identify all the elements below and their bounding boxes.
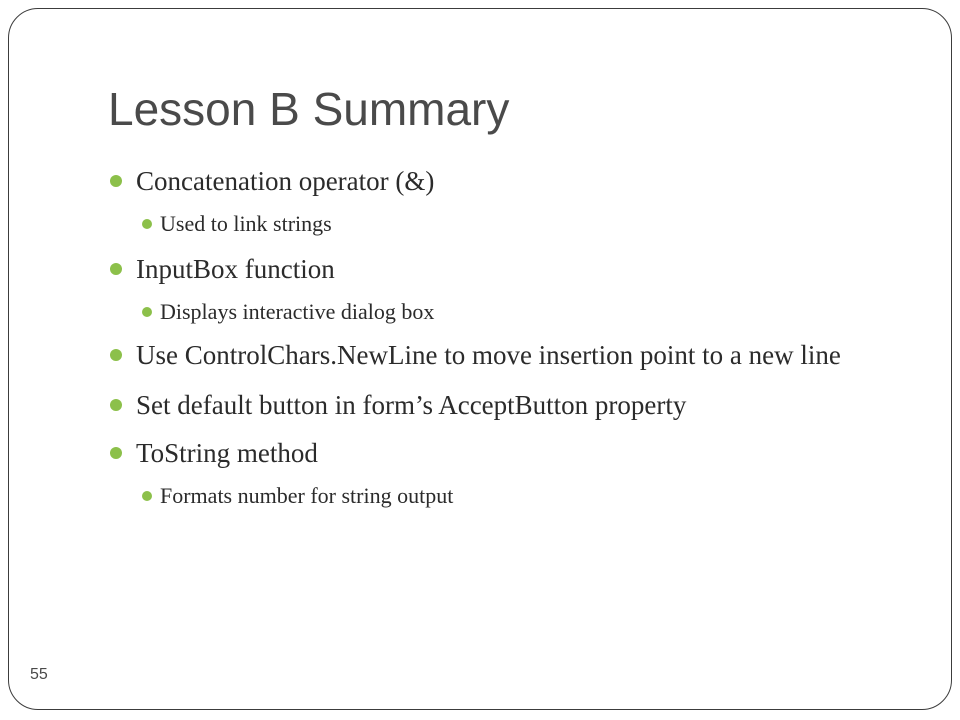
bullet-item — [108, 164, 868, 198]
slide-number: 55 — [30, 666, 48, 683]
sub-bullet-item — [108, 210, 868, 238]
bullet-dot-icon — [142, 491, 152, 501]
bullet-dot-icon — [110, 399, 122, 411]
bullet-dot-icon — [110, 175, 122, 187]
bullet-item — [108, 338, 868, 372]
bullet-list — [108, 160, 868, 510]
bullet-text: Concatenation operator (&) — [136, 166, 435, 196]
bullet-text: Use ControlChars.NewLine to move insertion point to a new line — [136, 340, 841, 370]
bullet-text: Displays interactive dialog box — [160, 299, 435, 324]
bullet-dot-icon — [110, 349, 122, 361]
bullet-dot-icon — [110, 447, 122, 459]
bullet-item — [108, 252, 868, 286]
bullet-text: InputBox function — [136, 254, 335, 284]
bullet-dot-icon — [142, 307, 152, 317]
bullet-dot-icon — [142, 219, 152, 229]
sub-bullet-item — [108, 298, 868, 326]
bullet-text: Set default button in form’s AcceptButton property — [136, 390, 687, 420]
bullet-item — [108, 436, 868, 470]
bullet-item — [108, 388, 868, 422]
sub-bullet-item — [108, 482, 868, 510]
bullet-text: Formats number for string output — [160, 483, 454, 508]
bullet-text: ToString method — [136, 438, 318, 468]
slide-title: Lesson B Summary — [108, 83, 510, 135]
bullet-dot-icon — [110, 263, 122, 275]
bullet-text: Used to link strings — [160, 211, 332, 236]
